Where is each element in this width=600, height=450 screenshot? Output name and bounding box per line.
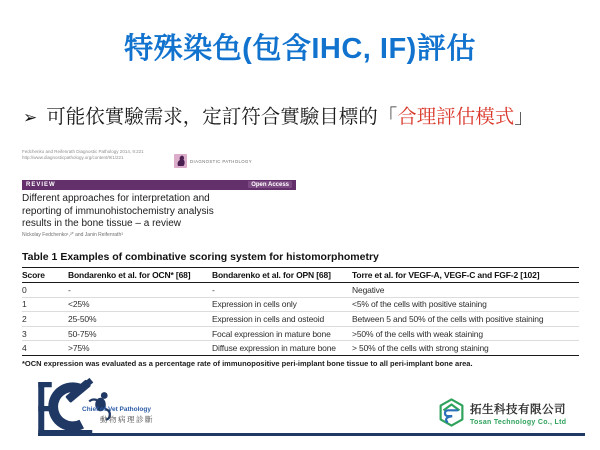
table-cell: 4 bbox=[22, 343, 27, 354]
journal-brand bbox=[174, 154, 252, 168]
bullet-closing-bracket: 」 bbox=[514, 106, 534, 128]
tosan-company-name-en: Tosan Technology Co., Ltd bbox=[470, 418, 567, 426]
paper-title: Different approaches for interpretation and reporting of immunohistochemistry analysis results in the bone tissue – a review bbox=[22, 193, 214, 229]
bullet-arrow-icon: ➢ bbox=[23, 108, 38, 127]
table-header-cell: Bondarenko et al. for OCN* [68] bbox=[68, 270, 191, 280]
review-label: REVIEW bbox=[26, 181, 56, 188]
tosan-brand bbox=[470, 401, 566, 426]
table-row bbox=[22, 283, 579, 298]
paper-screenshot bbox=[22, 149, 296, 238]
scoring-table bbox=[22, 251, 579, 368]
bullet-line bbox=[23, 101, 588, 129]
table-cell: 50-75% bbox=[68, 328, 97, 339]
table-cell: 1 bbox=[22, 299, 27, 310]
table-header-cell: Bondarenko et al. for OPN [68] bbox=[212, 270, 331, 280]
table-cell: >75% bbox=[68, 343, 90, 354]
table-row bbox=[22, 312, 579, 327]
table-header-row bbox=[22, 268, 579, 283]
table-cell: 2 bbox=[22, 313, 27, 324]
table-body bbox=[22, 283, 579, 356]
vet-pathology-brand bbox=[82, 406, 154, 425]
table-header-cell: Score bbox=[22, 270, 45, 280]
table-row bbox=[22, 341, 579, 356]
journal-name: DIAGNOSTIC PATHOLOGY bbox=[190, 158, 253, 164]
table-cell: >50% of the cells with weak staining bbox=[352, 328, 483, 339]
table-cell: Focal expression in mature bone bbox=[212, 328, 331, 339]
table-cell: - bbox=[212, 284, 215, 295]
paper-citation-line1: Fedchenko and Reifenrath Diagnostic Pathology 2014, 9:221 bbox=[22, 149, 144, 154]
table-cell: > 50% of the cells with strong staining bbox=[352, 343, 489, 354]
table-row bbox=[22, 327, 579, 342]
diagnostic-pathology-logo-icon bbox=[174, 154, 187, 168]
table-header-cell: Torre et al. for VEGF-A, VEGF-C and FGF-2 [102] bbox=[352, 270, 540, 280]
table-cell: Expression in cells and osteoid bbox=[212, 313, 325, 324]
footer-divider-line bbox=[38, 433, 585, 436]
bullet-highlight-text: 合理評估模式 bbox=[397, 106, 515, 128]
table-grid bbox=[22, 267, 579, 356]
table-cell: Expression in cells only bbox=[212, 299, 297, 310]
paper-authors: Nickolay Fedchenko¹,²* and Janin Reifenrath³ bbox=[22, 232, 123, 238]
table-cell: 3 bbox=[22, 328, 27, 339]
vet-pathology-subtitle: 動物病理診斷 bbox=[100, 415, 154, 424]
vet-pathology-title: Chief of Vet Pathology bbox=[82, 406, 151, 413]
table-title: Table 1 Examples of combinative scoring system for histomorphometry bbox=[22, 251, 379, 263]
tosan-company-name: 拓生科技有限公司 bbox=[470, 404, 566, 416]
paper-citation-line2: http://www.diagnosticpathology.org/content/9/1/221 bbox=[22, 154, 124, 160]
table-cell: 25-50% bbox=[68, 313, 97, 324]
page-title: 特殊染色(包含IHC, IF)評估 bbox=[124, 33, 476, 65]
table-row bbox=[22, 298, 579, 313]
bullet-text: 可能依實驗需求，定訂符合實驗目標的「 bbox=[46, 106, 398, 128]
paper-banner bbox=[22, 180, 296, 190]
table-cell: <25% bbox=[68, 299, 90, 310]
table-cell: - bbox=[68, 284, 71, 295]
table-footnote: *OCN expression was evaluated as a percentage rate of immunopositive peri-implant bone tissue to all peri-implant bone area. bbox=[22, 359, 473, 369]
table-cell: 0 bbox=[22, 284, 27, 295]
tosan-hexagon-logo-icon bbox=[437, 398, 466, 432]
table-cell: Diffuse expression in mature bone bbox=[212, 343, 336, 354]
table-cell: Negative bbox=[352, 284, 385, 295]
table-cell: <5% of the cells with positive staining bbox=[352, 299, 487, 310]
table-cell: Between 5 and 50% of the cells with positive staining bbox=[352, 313, 544, 324]
open-access-badge: Open Access bbox=[248, 181, 292, 188]
